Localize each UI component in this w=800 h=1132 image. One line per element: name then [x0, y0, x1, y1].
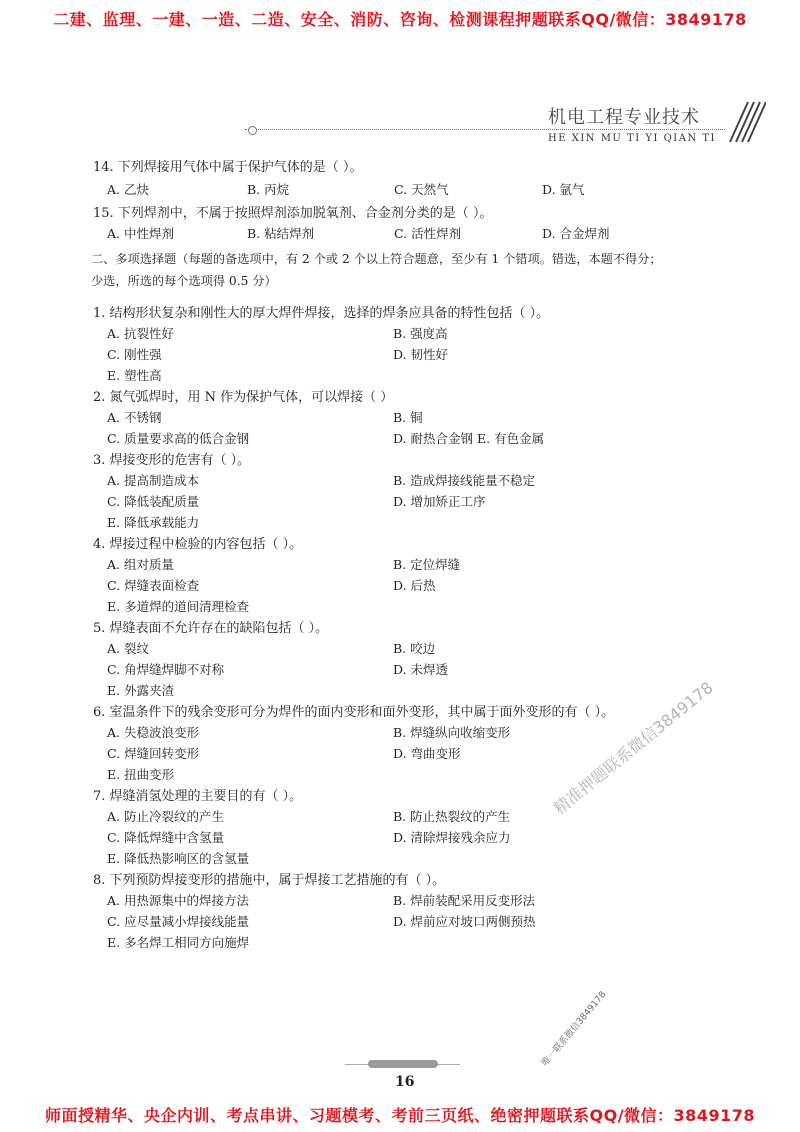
question-stem: 1. 结构形状复杂和刚性大的厚大焊件焊接，选择的焊条应具备的特性包括（ ）。 [93, 306, 550, 321]
header-slash-ornament [716, 100, 766, 144]
option: E. 降低热影响区的含氢量 [107, 851, 250, 866]
option: C. 质量要求高的低合金钢 [107, 431, 250, 446]
option: E. 外露夹渣 [107, 683, 175, 698]
option: A. 失稳波浪变形 [107, 725, 199, 740]
option: E. 多名焊工相同方向施焊 [107, 935, 250, 950]
option: B. 咬边 [393, 641, 436, 656]
option: A. 乙炔 [107, 182, 149, 197]
option: E. 扭曲变形 [107, 767, 175, 782]
header-subtitle: HE XIN MU TI YI QIAN TI [548, 133, 716, 144]
option: D. 增加矫正工序 [393, 494, 486, 509]
option: A. 提高制造成本 [107, 473, 199, 488]
page-number: 16 [395, 1074, 415, 1090]
option: D. 清除焊接残余应力 [393, 830, 511, 845]
question-stem: 4. 焊接过程中检验的内容包括（ ）。 [93, 537, 303, 552]
option: B. 丙烷 [247, 182, 290, 197]
header-title: 机电工程专业技术 [548, 107, 700, 128]
diagonal-watermark: 精准押题联系微信3849178 [549, 677, 717, 819]
header-dotted-rule [245, 129, 725, 130]
bottom-promo-banner: 师面授精华、央企内训、考点串讲、习题模考、考前三页纸、绝密押题联系QQ/微信：3849178 [45, 1106, 755, 1125]
option: E. 降低承载能力 [107, 515, 200, 530]
option: C. 刚性强 [107, 347, 162, 362]
option: C. 天然气 [394, 182, 449, 197]
question-stem: 2. 氮气弧焊时，用 N 作为保护气体，可以焊接（ ） [93, 390, 394, 405]
option: C. 角焊缝焊脚不对称 [107, 662, 225, 677]
question-stem: 3. 焊接变形的危害有（ ）。 [93, 453, 251, 468]
question-stem: 5. 焊缝表面不允许存在的缺陷包括（ ）。 [93, 621, 329, 636]
option: A. 防止冷裂纹的产生 [107, 809, 224, 824]
question-stem: 6. 室温条件下的残余变形可分为焊件的面内变形和面外变形，其中属于面外变形的有（ ）。 [93, 705, 615, 720]
option: C. 降低焊缝中含氢量 [107, 830, 225, 845]
option: C. 焊缝表面检查 [107, 578, 200, 593]
option: D. 焊前应对坡口两侧预热 [393, 914, 536, 929]
option: D. 后热 [393, 578, 436, 593]
option: B. 造成焊接线能量不稳定 [393, 473, 536, 488]
question-stem: 14. 下列焊接用气体中属于保护气体的是（ ）。 [93, 160, 363, 175]
question-stem: 15. 下列焊剂中，不属于按照焊剂添加脱氧剂、合金剂分类的是（ ）。 [93, 206, 493, 221]
option: E. 塑性高 [107, 368, 162, 383]
section-heading: 二、多项选择题（每题的备选项中，有 2 个或 2 个以上符合题意，至少有 1 个错项。错选，本题不得分； [91, 252, 662, 266]
small-diagonal-watermark: 唯一联系微信3849178 [540, 989, 609, 1069]
option: B. 焊前装配采用反变形法 [393, 893, 536, 908]
section-heading-cont: 少选，所选的每个选项得 0.5 分） [91, 274, 277, 288]
option: B. 强度高 [393, 326, 448, 341]
option: B. 防止热裂纹的产生 [393, 809, 511, 824]
option: A. 裂纹 [107, 641, 149, 656]
option: B. 铜 [393, 410, 423, 425]
footer-bar-ornament [368, 1060, 438, 1068]
option: A. 不锈钢 [107, 410, 162, 425]
option: C. 焊缝回转变形 [107, 746, 200, 761]
option: D. 韧性好 [393, 347, 449, 362]
option: D. 耐热合金钢 E. 有色金属 [393, 431, 545, 446]
option: A. 中性焊剂 [107, 226, 174, 241]
question-stem: 8. 下列预防焊接变形的措施中，属于焊接工艺措施的有（ ）。 [93, 873, 446, 888]
option: B. 粘结焊剂 [247, 226, 315, 241]
option: A. 用热源集中的焊接方法 [107, 893, 249, 908]
option: D. 弯曲变形 [393, 746, 461, 761]
option: B. 焊缝纵向收缩变形 [393, 725, 511, 740]
option: B. 定位焊缝 [393, 557, 461, 572]
option: C. 活性焊剂 [394, 226, 462, 241]
option: C. 应尽量减小焊接线能量 [107, 914, 250, 929]
option: A. 组对质量 [107, 557, 174, 572]
option: A. 抗裂性好 [107, 326, 174, 341]
option: C. 降低装配质量 [107, 494, 200, 509]
header-dot-ornament [248, 126, 257, 135]
option: E. 多道焊的道间清理检查 [107, 599, 250, 614]
option: D. 氩气 [542, 182, 585, 197]
question-stem: 7. 焊缝消氢处理的主要目的有（ ）。 [93, 789, 303, 804]
option: D. 合金焊剂 [542, 226, 610, 241]
option: D. 未焊透 [393, 662, 449, 677]
top-promo-banner: 二建、监理、一建、一造、二造、安全、消防、咨询、检测课程押题联系QQ/微信：3849178 [53, 10, 747, 29]
